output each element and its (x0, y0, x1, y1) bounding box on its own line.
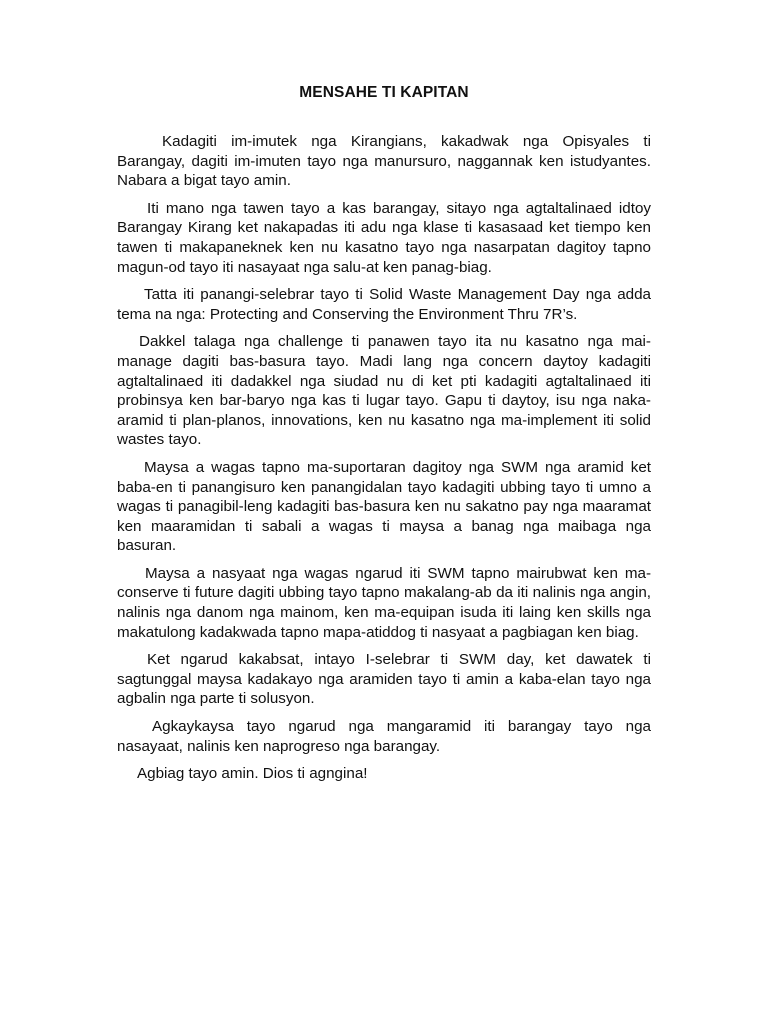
paragraph-5: Maysa a wagas tapno ma-suportaran dagitoy nga SWM nga aramid ket baba-en ti panangisuro ken panangidalan tayo kadagiti ubbing tayo ti umno a wagas ti panagibil-leng kadagiti bas-basura ken nu sakatno pay nga maaramat ken maaramidan ti sabali a wagas ti maysa a banag nga maibaga nga basuran. (117, 458, 651, 555)
paragraph-7: Ket ngarud kakabsat, intayo I-selebrar ti SWM day, ket dawatek ti sagtunggal maysa kadakayo nga aramiden tayo ti amin a kaba-elan tayo nga agbalin nga parte ti solusyon. (117, 651, 651, 708)
paragraph-9: Agbiag tayo amin. Dios ti agngina! (137, 765, 368, 783)
document-page (117, 84, 651, 792)
paragraph-8: Agkaykaysa tayo ngarud nga mangaramid iti barangay tayo nga nasayaat, nalinis ken naprogreso nga barangay. (117, 718, 651, 755)
paragraph-2: Iti mano nga tawen tayo a kas barangay, sitayo nga agtaltalinaed idtoy Barangay Kirang ket nakapadas iti adu nga klase ti kasasaad ket tiempo ken tawen ti makapaneknek ken nu kasatno tayo nga nasarpatan dagitoy tapno magun-od tayo iti nasayaat nga salu-at ken panag-biag. (117, 199, 651, 276)
paragraph-3: Tatta iti panangi-selebrar tayo ti Solid Waste Management Day nga adda tema na nga: Protecting and Conserving the Environment Thru 7R’s. (117, 286, 651, 323)
paragraph-1: Kadagiti im-imutek nga Kirangians, kakadwak nga Opisyales ti Barangay, dagiti im-imuten tayo nga manursuro, naggannak ken istudyantes. Nabara a bigat tayo amin. (117, 133, 651, 190)
paragraph-6: Maysa a nasyaat nga wagas ngarud iti SWM tapno mairubwat ken ma-conserve ti future dagiti ubbing tayo tapno makalang-ab da iti nalinis nga angin, nalinis nga danom nga mainom, ken ma-equipan isuda iti laing ken skills nga makatulong kadakwada tapno mapa-atiddog ti nasyaat a pagbiagan ken biag. (117, 564, 651, 641)
paragraph-4: Dakkel talaga nga challenge ti panawen tayo ita nu kasatno nga mai-manage dagiti bas-basura tayo. Madi lang nga concern daytoy kadagiti agtaltalinaed iti dadakkel nga siudad nu di ket pti kadagiti agtaltalinaed iti probinsya ken bar-baryo nga kas ti lugar tayo. Gapu ti daytoy, isu nga naka-aramid ti plan-planos, innovations, ken nu kasatno nga ma-implement iti solid wastes tayo. (117, 333, 651, 449)
page-title: MENSAHE TI KAPITAN (299, 84, 469, 101)
